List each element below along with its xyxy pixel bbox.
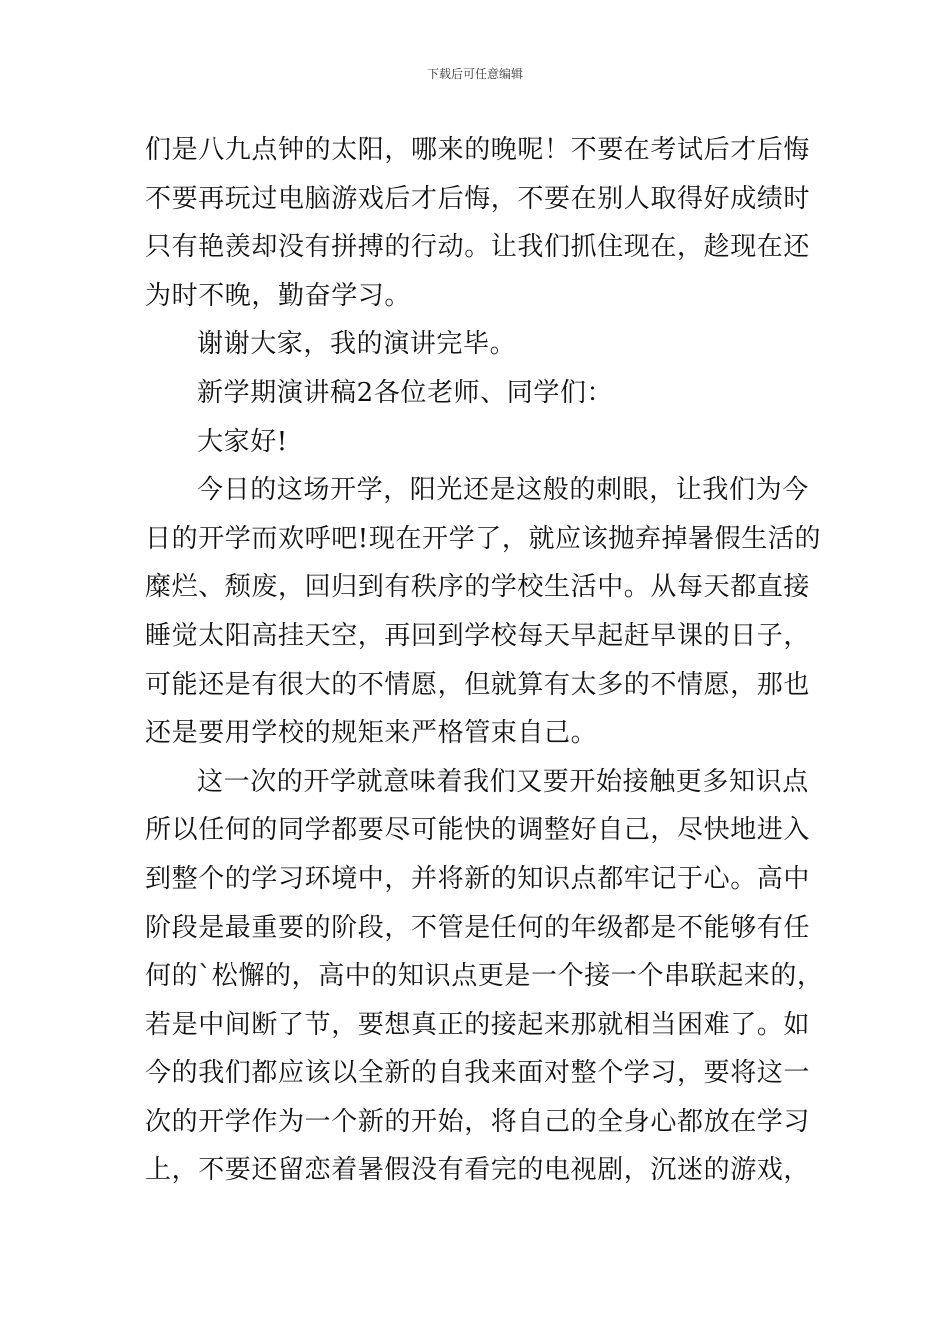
- text-line: 所以任何的同学都要尽可能快的调整好自己，尽快地进入: [145, 815, 811, 846]
- text-line: 这一次的开学就意味着我们又要开始接触更多知识点: [197, 766, 809, 797]
- text-line: 何的`松懈的，高中的知识点更是一个接一个串联起来的，: [145, 961, 824, 992]
- text-line: 次的开学作为一个新的开始，将自己的全身心都放在学习: [145, 1106, 811, 1137]
- text-line: 若是中间断了节，要想真正的接起来那就相当困难了。如: [145, 1009, 811, 1040]
- body-text: [145, 126, 824, 1195]
- text-line: 还是要用学校的规矩来严格管束自己。: [145, 718, 598, 749]
- page-header: 下载后可任意编辑: [426, 67, 523, 81]
- text-line: 阶段是最重要的阶段，不管是任何的年级都是不能够有任: [145, 912, 811, 943]
- text-line: 谢谢大家，我的演讲完毕。: [197, 329, 517, 360]
- text-line: 今的我们都应该以全新的自我来面对整个学习，要将这一: [145, 1058, 811, 1089]
- text-line: 上，不要还留恋着暑假没有看完的电视剧，沉迷的游戏，: [145, 1155, 811, 1186]
- text-line: 日的开学而欢呼吧!现在开学了，就应该抛弃掉暑假生活的: [145, 523, 822, 554]
- text-line: 到整个的学习环境中，并将新的知识点都牢记于心。高中: [145, 863, 811, 894]
- text-line: 可能还是有很大的不情愿，但就算有太多的不情愿，那也: [145, 669, 811, 700]
- text-line: 不要再玩过电脑游戏后才后悔，不要在别人取得好成绩时: [145, 183, 811, 214]
- text-line: 今日的这场开学，阳光还是这般的刺眼，让我们为今: [197, 475, 809, 506]
- text-line: 睡觉太阳高挂天空，再回到学校每天早起赶早课的日子，: [145, 620, 811, 651]
- text-line: 大家好!: [197, 426, 288, 457]
- text-line: 为时不晚，勤奋学习。: [145, 280, 412, 311]
- text-line: 新学期演讲稿2各位老师、同学们：: [197, 377, 614, 408]
- text-line: 们是八九点钟的太阳，哪来的晚呢！不要在考试后才后悔: [145, 135, 811, 165]
- text-line: 只有艳羡却没有拼搏的行动。让我们抓住现在，趁现在还: [145, 232, 811, 263]
- text-line: 糜烂、颓废，回归到有秩序的学校生活中。从每天都直接: [145, 572, 811, 603]
